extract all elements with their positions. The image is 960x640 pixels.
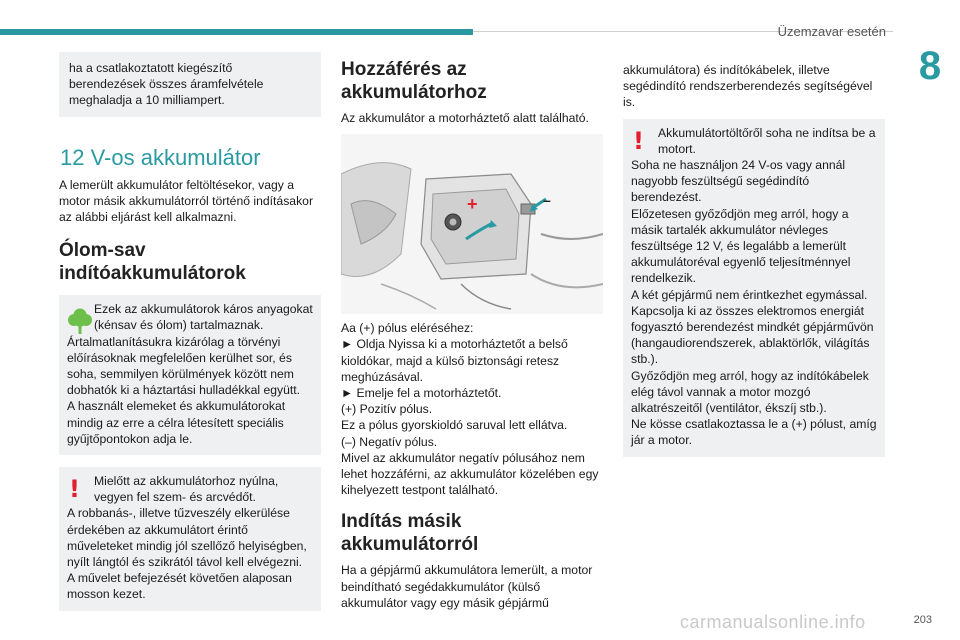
- negative-terminal-label: –: [543, 192, 551, 209]
- eco-tree-icon: [67, 307, 93, 335]
- warning-line-2: A robbanás-, illetve tűzveszély elkerülése érdekében az akkumulátort érintő műveleteket mindig jól szellőző helyiségben, nyílt lángtól és szikrától távol kell elvégezni.: [67, 506, 307, 570]
- section-title: Üzemzavar esetén: [777, 24, 886, 39]
- access-paragraph: Az akkumulátor a motorháztető alatt található.: [341, 111, 589, 125]
- engine-bay-illustration: [341, 134, 603, 314]
- column-2: [341, 58, 603, 611]
- jump-warning-line-6: Győződjön meg arról, hogy az indítókábelek elég távol vannak a motor mozgó alkatrészeitől (ventilátor, ékszíj stb.).: [631, 368, 869, 416]
- watermark: carmanualsonline.info: [680, 612, 866, 632]
- warning-exclamation-icon: !: [69, 475, 80, 504]
- eco-line-1: Ezek az akkumulátorok káros anyagokat (kénsav és ólom) tartalmaznak.: [94, 302, 313, 333]
- jump-warning-line-1: Akkumulátortöltőről soha ne indítsa be a motort.: [658, 125, 876, 156]
- jump-warning-line-4: A két gépjármű nem érintkezhet egymással.: [631, 287, 868, 302]
- step-6: Mivel az akkumulátor negatív pólusához nem lehet hozzáférni, az akkumulátor közelében egy kihelyezett testpont található.: [341, 450, 599, 498]
- column-1: [59, 52, 321, 611]
- continued-paragraph: akkumulátora) és indítókábelek, illetve segédindító rendszerberendezés segítségével is.: [623, 63, 873, 110]
- heading-12v-battery: 12 V-os akkumulátor: [60, 144, 261, 170]
- jump-start-warning-box: [623, 119, 885, 457]
- heading-jump-start: Indítás másik akkumulátorról: [341, 511, 479, 556]
- warning-line-1: Mielőtt az akkumulátorhoz nyúlna, vegyen fel szem- és arcvédőt.: [94, 474, 279, 505]
- column-3: [623, 62, 885, 457]
- chapter-number: 8: [918, 44, 942, 88]
- step-1: ► Oldja Nyissa ki a motorháztetőt a belső kioldókar, majd a külső biztonsági retesz meghúzásával.: [341, 337, 568, 384]
- positive-terminal-label: +: [467, 194, 478, 215]
- eco-line-3: A használt elemeket és akkumulátorokat mindig az erre a célra létesített speciális gyűjtőpontokon adja le.: [67, 399, 286, 446]
- intro-paragraph: A lemerült akkumulátor feltöltésekor, vagy a motor másik akkumulátorról történő indításakor az alábbi eljárást kell alkalmazni.: [59, 177, 314, 225]
- intro-note-text: ha a csatlakoztatott kiegészítő berendezések összes áramfelvétele meghaladja a 10 milliampert.: [69, 61, 264, 108]
- step-2: ► Emelje fel a motorháztetőt.: [341, 386, 502, 401]
- jump-start-paragraph: Ha a gépjármű akkumulátora lemerült, a motor beindítható segédakkumulátor (külső akkumulátor vagy egy másik gépjármű: [341, 563, 593, 610]
- heading-lead-acid: Ólom-sav indítóakkumulátorok: [59, 240, 246, 285]
- jump-warning-line-7: Ne kösse csatlakoztassa le a (+) pólust, amíg jár a motor.: [631, 417, 877, 448]
- intro-note-box: [59, 52, 321, 117]
- engine-bay-photo: [341, 134, 603, 314]
- jump-warning-line-5: Kapcsolja ki az összes elektromos energiát fogyasztó berendezést mindkét gépjárművön (hangaudiorendszerek, ablaktörlők, világítás stb.).: [631, 303, 874, 367]
- warning-line-3: A művelet befejezését követően alaposan mosson kezet.: [67, 571, 292, 602]
- safety-warning-box: [59, 467, 321, 611]
- page-number: 203: [913, 614, 932, 626]
- heading-battery-access: Hozzáférés az akkumulátorhoz: [341, 59, 487, 103]
- eco-note-box: [59, 295, 321, 455]
- step-0: Aa (+) pólus eléréséhez:: [341, 321, 474, 336]
- step-5: (–) Negatív pólus.: [341, 434, 438, 449]
- step-3: (+) Pozitív pólus.: [341, 402, 433, 417]
- eco-line-2: Ártalmatlanításukra kizárólag a törvényi előírásoknak megfelelően kerülhet sor, és soha, semmilyen körülmények között nem dobhatók ki a háztartási hulladékkal együtt.: [67, 334, 301, 398]
- jump-warning-line-2: Soha ne használjon 24 V-os vagy annál nagyobb feszültségű segédindító berendezést.: [631, 158, 846, 205]
- warning-exclamation-icon: !: [633, 126, 644, 155]
- jump-warning-line-3: Előzetesen győződjön meg arról, hogy a másik tartalék akkumulátor névleges feszültsége 12 V, és legalább a lemerült akkumulátoréval egyenlő teljesítménnyel rendelkezik.: [631, 206, 851, 286]
- header-accent-bar: [0, 29, 473, 35]
- step-4: Ez a pólus gyorskioldó saruval lett ellátva.: [341, 418, 568, 433]
